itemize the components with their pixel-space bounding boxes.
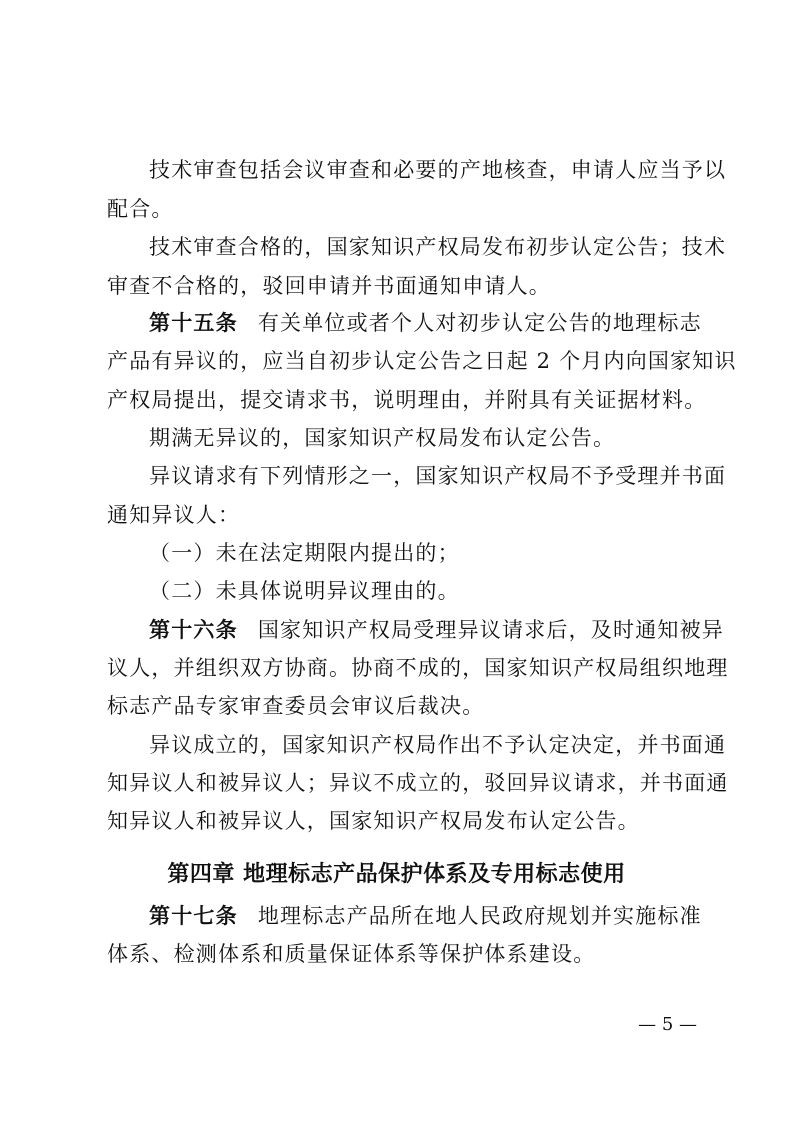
list-item: [107, 578, 693, 604]
article-number: 第十五条: [149, 311, 238, 335]
text-line: [107, 655, 729, 681]
paragraph-text: （二）未具体说明异议理由的。: [149, 579, 460, 603]
paragraph-text: 产权局提出，提交请求书，说明理由，并附具有关证据材料。: [107, 388, 707, 412]
article-line: [107, 903, 702, 929]
text-line: [107, 808, 693, 834]
text-line: [107, 348, 737, 374]
paragraph-text: 国家知识产权局受理异议请求后，及时通知被异: [257, 618, 725, 642]
article-line: [107, 310, 702, 336]
paragraph-text: 技术审查包括会议审查和必要的产地核查，申请人应当予以: [149, 158, 727, 182]
text-line: [107, 732, 727, 758]
paragraph-text: 异议成立的，国家知识产权局作出不予认定决定，并书面通: [149, 733, 727, 757]
paragraph-text: 配合。: [107, 197, 174, 221]
paragraph-text: 期满无异议的，国家知识产权局发布认定公告。: [149, 426, 616, 450]
paragraph-text: 议人，并组织双方协商。协商不成的，国家知识产权局组织地理: [107, 656, 729, 680]
text-line: [107, 157, 727, 183]
paragraph-text: 异议请求有下列情形之一，国家知识产权局不予受理并书面: [149, 464, 727, 488]
text-line: [107, 425, 693, 451]
paragraph-text: 技术审查合格的，国家知识产权局发布初步认定公告；技术: [149, 235, 727, 259]
article-number: 第十六条: [149, 618, 238, 642]
text-line: [107, 693, 693, 719]
paragraph-text: 有关单位或者个人对初步认定公告的地理标志: [257, 311, 702, 335]
text-line: [107, 941, 693, 967]
paragraph-text: 体系、检测体系和质量保证体系等保护体系建设。: [107, 942, 596, 966]
text-line: [107, 273, 693, 299]
text-line: [107, 463, 727, 489]
article-line: [107, 617, 725, 643]
chapter-title: 第四章 地理标志产品保护体系及专用标志使用: [167, 862, 626, 887]
text-line: [107, 502, 693, 528]
paragraph-text: 标志产品专家审查委员会审议后裁决。: [107, 694, 485, 718]
paragraph-text: 产品有异议的，应当自初步认定公告之日起 2 个月内向国家知识: [107, 349, 737, 373]
text-line: [107, 770, 729, 796]
paragraph-text: 审查不合格的，驳回申请并书面通知申请人。: [107, 274, 551, 298]
text-line: [107, 387, 707, 413]
text-line: [107, 196, 693, 222]
paragraph-text: 地理标志产品所在地人民政府规划并实施标准: [257, 904, 702, 928]
list-item: [107, 540, 693, 566]
paragraph-text: 通知异议人：: [107, 503, 241, 527]
paragraph-text: 知异议人和被异议人；异议不成立的，驳回异议请求，并书面通: [107, 771, 729, 795]
paragraph-text: （一）未在法定期限内提出的；: [149, 541, 460, 565]
paragraph-text: 知异议人和被异议人，国家知识产权局发布认定公告。: [107, 809, 640, 833]
text-line: [107, 234, 727, 260]
page-number: — 5 —: [638, 1014, 697, 1035]
article-number: 第十七条: [149, 904, 238, 928]
